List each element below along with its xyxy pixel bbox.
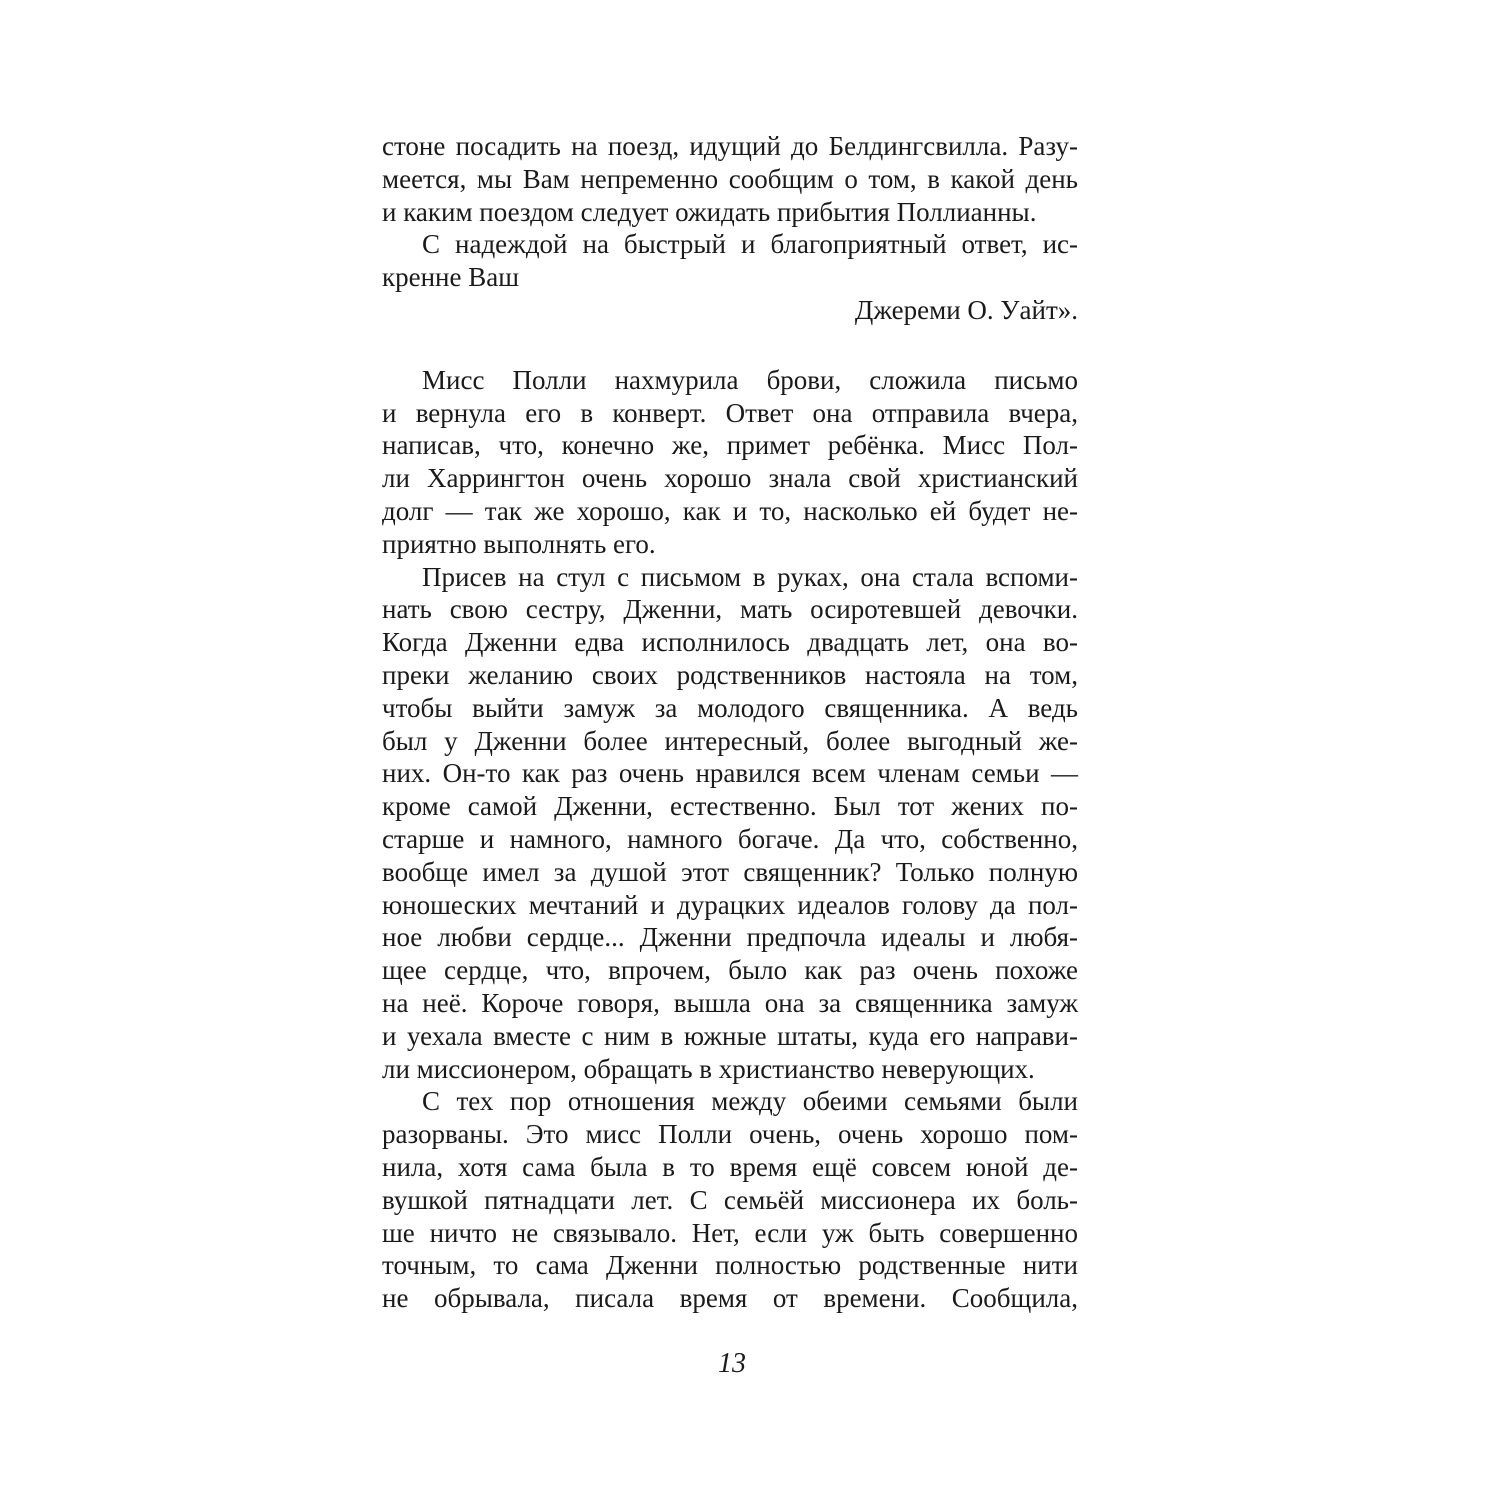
text-line: точным, то сама Дженни полностью родственные нити: [382, 1250, 1078, 1281]
text-line: ше ничто не связывало. Нет, если уж быть совершенно: [382, 1217, 1078, 1248]
letter-signature: Джереми О. Уайт».: [854, 294, 1078, 325]
text-line: Мисс Полли нахмурила брови, сложила письмо: [422, 364, 1078, 395]
text-line: кроме самой Дженни, естественно. Был тот жених по-: [382, 791, 1078, 822]
text-line: был у Дженни более интересный, более выгодный же-: [382, 725, 1078, 756]
text-line: них. Он-то как раз очень нравился всем членам семьи —: [382, 758, 1078, 789]
text-line: меется, мы Вам непременно сообщим о том, в какой день: [382, 163, 1078, 194]
section-gap: [382, 327, 1078, 364]
text-line: на неё. Короче говоря, вышла она за священника замуж: [382, 987, 1078, 1018]
text-line: ли Харрингтон очень хорошо знала свой христианский: [382, 463, 1078, 494]
text-line: Присев на стул с письмом в руках, она стала вспоми-: [422, 561, 1078, 592]
text-line: и уехала вместе с ним в южные штаты, куда его направи-: [382, 1020, 1078, 1051]
text-line: ли миссионером, обращать в христианство неверующих.: [382, 1053, 1035, 1084]
text-line: вушкой пятнадцати лет. С семьёй миссионера их боль-: [382, 1184, 1078, 1215]
text-line: Когда Дженни едва исполнилось двадцать лет, она во-: [382, 627, 1078, 658]
text-line: ное любви сердце... Дженни предпочла идеалы и любя-: [382, 922, 1078, 953]
text-line: преки желанию своих родственников настояла на том,: [382, 659, 1078, 690]
text-line: стоне посадить на поезд, идущий до Белдингсвилла. Разу-: [382, 131, 1078, 161]
text-line: разорваны. Это мисс Полли очень, очень хорошо пом-: [382, 1119, 1078, 1150]
text-line: нила, хотя сама была в то время ещё совсем юной де-: [382, 1151, 1078, 1182]
text-line: долг — так же хорошо, как и то, насколько ей будет не-: [382, 495, 1078, 526]
text-line: С тех пор отношения между обеими семьями были: [422, 1086, 1078, 1117]
text-line: С надеждой на быстрый и благоприятный ответ, ис-: [422, 229, 1078, 260]
text-block: [382, 130, 1078, 1315]
text-line: юношеских мечтаний и дурацких идеалов голову да пол-: [382, 889, 1078, 920]
page-number: 13: [718, 1348, 746, 1379]
text-line: и каким поездом следует ожидать прибытия Поллианны.: [382, 196, 1037, 227]
text-line: нать свою сестру, Дженни, мать осиротевшей девочки.: [382, 594, 1078, 625]
text-line: вообще имел за душой этот священник? Только полную: [382, 856, 1078, 887]
text-line: приятно выполнять его.: [382, 528, 656, 559]
text-line: и вернула его в конверт. Ответ она отправила вчера,: [382, 397, 1078, 428]
text-line: чтобы выйти замуж за молодого священника. А ведь: [382, 692, 1078, 723]
text-line: щее сердце, что, впрочем, было как раз очень похоже: [382, 955, 1078, 986]
text-line: написав, что, конечно же, примет ребёнка. Мисс Пол-: [382, 430, 1078, 461]
text-line: не обрывала, писала время от времени. Сообщила,: [382, 1283, 1078, 1314]
text-line: кренне Ваш: [382, 262, 520, 293]
text-line: старше и намного, намного богаче. Да что, собственно,: [382, 823, 1078, 854]
